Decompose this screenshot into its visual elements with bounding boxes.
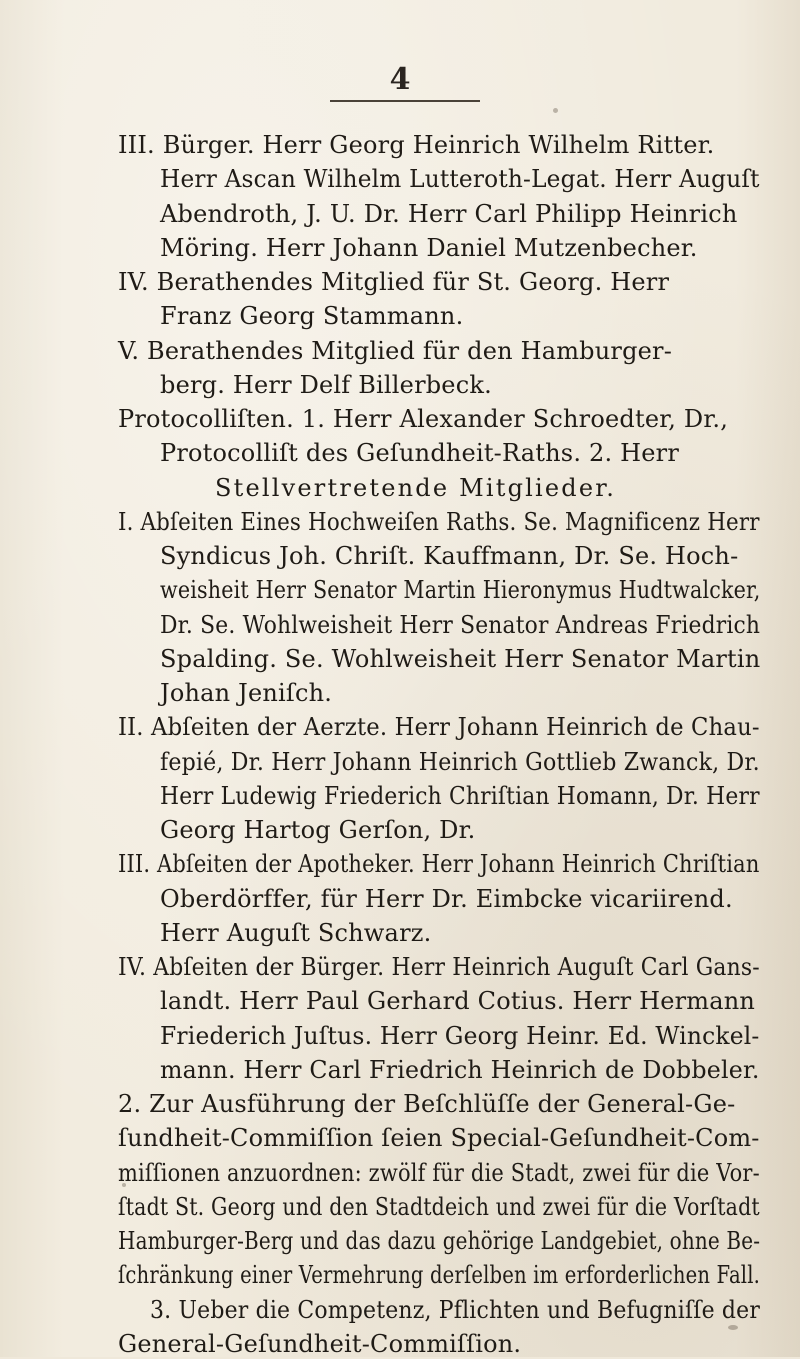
ink-spot — [728, 1325, 738, 1330]
text-line: Syndicus Joh. Chriſt. Kauffmann, Dr. Se. Hoch- — [160, 542, 739, 570]
text-line: Franz Georg Stammann. — [160, 302, 464, 330]
text-line: Herr Ascan Wilhelm Lutteroth-Legat. Herr Auguſt — [160, 165, 760, 193]
section-heading: Stellvertretende Mitglieder. — [215, 474, 617, 502]
text-line: fepié, Dr. Herr Johann Heinrich Gottlieb Zwanck, Dr. — [160, 748, 760, 776]
text-line: Protocolliſt des Geſundheit-Raths. 2. Herr — [160, 439, 679, 467]
text-line: Herr Ludewig Friederich Chriſtian Homann, Dr. Herr — [160, 782, 760, 810]
text-line: Oberdörffer, für Herr Dr. Eimbcke vicariirend. — [160, 885, 733, 913]
text-line: II. Abſeiten der Aerzte. Herr Johann Heinrich de Chau- — [118, 713, 760, 741]
text-line: Friederich Juſtus. Herr Georg Heinr. Ed. Winckel- — [160, 1022, 760, 1050]
text-line: Spalding. Se. Wohlweisheit Herr Senator Martin — [160, 645, 761, 673]
text-line: III. Abſeiten der Apotheker. Herr Johann Heinrich Chriſtian — [118, 850, 760, 878]
ink-spot — [553, 108, 558, 113]
text-line: landt. Herr Paul Gerhard Cotius. Herr Hermann — [160, 987, 756, 1015]
text-line: I. Abſeiten Eines Hochweiſen Raths. Se. Magnificenz Herr — [118, 508, 760, 536]
text-line: Abendroth, J. U. Dr. Herr Carl Philipp Heinrich — [160, 200, 738, 228]
text-line: miſſionen anzuordnen: zwölf für die Stadt, zwei für die Vor- — [118, 1159, 760, 1187]
text-line: Hamburger-Berg und das dazu gehörige Landgebiet, ohne Be- — [118, 1227, 761, 1255]
text-line: ſchränkung einer Vermehrung derſelben im erforderlichen Fall. — [118, 1261, 761, 1289]
page-number: 4 — [389, 62, 411, 97]
text-line: III. Bürger. Herr Georg Heinrich Wilhelm Ritter. — [118, 131, 715, 159]
text-line: Johan Jeniſch. — [160, 679, 333, 707]
text-line: 3. Ueber die Competenz, Pflichten und Befugniſſe der — [150, 1296, 761, 1324]
text-line: Möring. Herr Johann Daniel Mutzenbecher. — [160, 234, 698, 262]
text-line: berg. Herr Delf Billerbeck. — [160, 371, 492, 399]
text-line: Protocolliſten. 1. Herr Alexander Schroedter, Dr., — [118, 405, 729, 433]
text-line: Herr Auguſt Schwarz. — [160, 919, 432, 947]
text-line: V. Berathendes Mitglied für den Hamburger- — [118, 337, 673, 365]
text-line: IV. Berathendes Mitglied für St. Georg. Herr — [118, 268, 670, 296]
text-line: Dr. Se. Wohlweisheit Herr Senator Andreas Friedrich — [160, 611, 761, 639]
ink-spot — [122, 1183, 126, 1187]
text-line: General-Geſundheit-Commiſſion. — [118, 1330, 522, 1358]
text-line: IV. Abſeiten der Bürger. Herr Heinrich Auguſt Carl Gans- — [118, 953, 760, 981]
text-line: 2. Zur Ausführung der Beſchlüſſe der General-Ge- — [118, 1090, 736, 1118]
text-line: weisheit Herr Senator Martin Hieronymus Hudtwalcker, — [160, 576, 761, 604]
text-line: Georg Hartog Gerſon, Dr. — [160, 816, 476, 844]
text-line: mann. Herr Carl Friedrich Heinrich de Dobbeler. — [160, 1056, 760, 1084]
text-line: ſtadt St. Georg und den Stadtdeich und zwei für die Vorſtadt — [118, 1193, 760, 1221]
header-rule — [330, 100, 480, 102]
text-line: ſundheit-Commiſſion ſeien Special-Geſundheit-Com- — [118, 1124, 760, 1152]
